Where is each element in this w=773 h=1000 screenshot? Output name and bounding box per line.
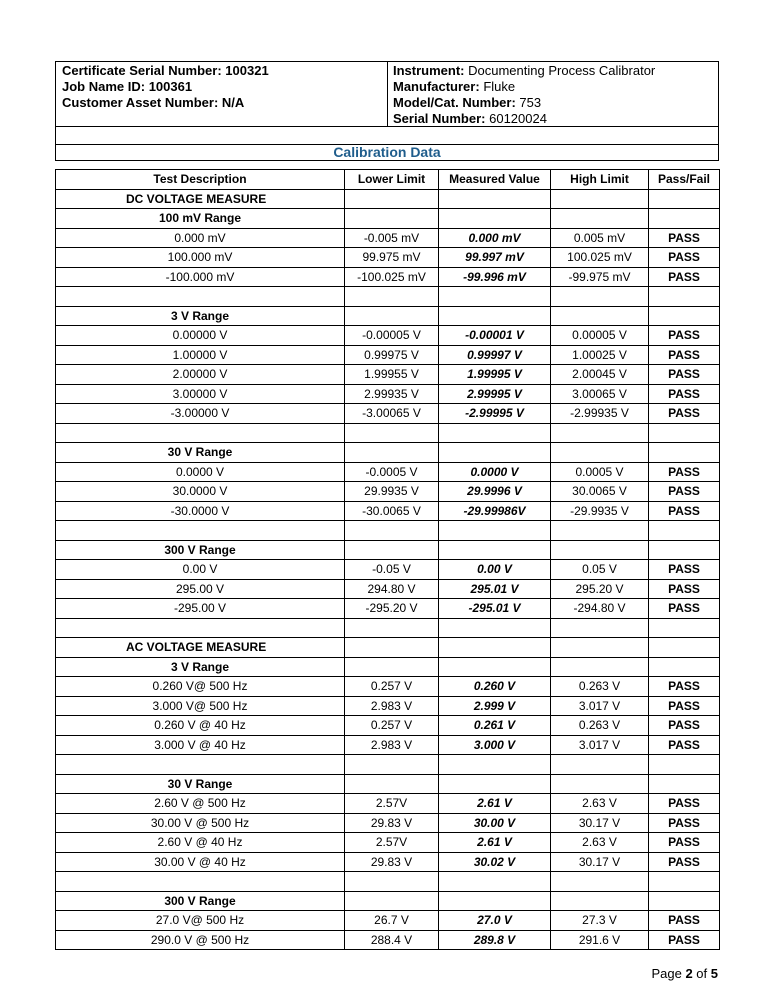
test-description-cell: 2.00000 V (56, 365, 345, 385)
empty-cell (551, 209, 649, 229)
table-row (56, 677, 720, 697)
empty-cell (439, 209, 551, 229)
lower-limit-cell: 99.975 mV (345, 248, 439, 268)
measured-value-cell: 0.99997 V (439, 345, 551, 365)
test-description-cell: 3.00000 V (56, 384, 345, 404)
empty-cell (439, 638, 551, 658)
measured-value-cell: -99.996 mV (439, 267, 551, 287)
empty-cell (56, 521, 345, 541)
empty-cell (56, 423, 345, 443)
pass-fail-cell: PASS (649, 384, 720, 404)
table-row (56, 267, 720, 287)
empty-cell (345, 306, 439, 326)
lower-limit-cell: 2.57V (345, 794, 439, 814)
lower-limit-cell: 0.257 V (345, 716, 439, 736)
range-row (56, 443, 720, 463)
test-description-cell: 1.00000 V (56, 345, 345, 365)
lower-limit-cell: 288.4 V (345, 930, 439, 950)
table-row (56, 599, 720, 619)
pass-fail-cell: PASS (649, 482, 720, 502)
lower-limit-cell: -0.0005 V (345, 462, 439, 482)
measured-value-cell: 2.61 V (439, 794, 551, 814)
high-limit-cell: 2.63 V (551, 794, 649, 814)
empty-cell (345, 618, 439, 638)
blank-row (56, 755, 720, 775)
section-row (56, 189, 720, 209)
column-header: High Limit (551, 170, 649, 190)
table-row (56, 930, 720, 950)
table-row (56, 228, 720, 248)
empty-cell (551, 657, 649, 677)
high-limit-cell: 0.00005 V (551, 326, 649, 346)
empty-cell (649, 443, 720, 463)
calibration-data-title: Calibration Data (333, 144, 441, 160)
lower-limit-cell: 1.99955 V (345, 365, 439, 385)
test-description-cell: -100.000 mV (56, 267, 345, 287)
range-label: 300 V Range (56, 891, 345, 911)
table-header-row (56, 170, 720, 190)
empty-cell (345, 209, 439, 229)
empty-cell (56, 755, 345, 775)
pass-fail-cell: PASS (649, 930, 720, 950)
empty-cell (345, 657, 439, 677)
lower-limit-cell: 0.99975 V (345, 345, 439, 365)
high-limit-cell: -99.975 mV (551, 267, 649, 287)
empty-cell (439, 891, 551, 911)
empty-cell (345, 443, 439, 463)
test-description-cell: 290.0 V @ 500 Hz (56, 930, 345, 950)
empty-cell (439, 755, 551, 775)
empty-cell (345, 872, 439, 892)
instrument-info (387, 62, 718, 126)
pass-fail-cell: PASS (649, 501, 720, 521)
high-limit-cell: 27.3 V (551, 911, 649, 931)
lower-limit-cell: 2.983 V (345, 696, 439, 716)
empty-cell (551, 872, 649, 892)
measured-value-cell: 0.261 V (439, 716, 551, 736)
high-limit-cell: 3.00065 V (551, 384, 649, 404)
test-description-cell: 0.260 V@ 500 Hz (56, 677, 345, 697)
test-description-cell: 2.60 V @ 500 Hz (56, 794, 345, 814)
empty-cell (649, 755, 720, 775)
test-description-cell: 295.00 V (56, 579, 345, 599)
pass-fail-cell: PASS (649, 248, 720, 268)
range-label: 3 V Range (56, 306, 345, 326)
empty-cell (439, 618, 551, 638)
blank-row (56, 287, 720, 307)
lower-limit-cell: 294.80 V (345, 579, 439, 599)
lower-limit-cell: 26.7 V (345, 911, 439, 931)
high-limit-cell: 3.017 V (551, 696, 649, 716)
range-row (56, 657, 720, 677)
high-limit-cell: 100.025 mV (551, 248, 649, 268)
table-row (56, 501, 720, 521)
empty-cell (345, 189, 439, 209)
empty-cell (649, 891, 720, 911)
pass-fail-cell: PASS (649, 911, 720, 931)
lower-limit-cell: 2.57V (345, 833, 439, 853)
measured-value-cell: -2.99995 V (439, 404, 551, 424)
test-description-cell: 3.000 V@ 500 Hz (56, 696, 345, 716)
high-limit-cell: 30.0065 V (551, 482, 649, 502)
table-row (56, 345, 720, 365)
table-row (56, 462, 720, 482)
empty-cell (345, 638, 439, 658)
lower-limit-cell: 29.83 V (345, 813, 439, 833)
test-description-cell: 30.00 V @ 40 Hz (56, 852, 345, 872)
table-row (56, 696, 720, 716)
measured-value-cell: 2.61 V (439, 833, 551, 853)
table-row (56, 326, 720, 346)
header-spacer (56, 126, 718, 145)
high-limit-cell: 30.17 V (551, 852, 649, 872)
lower-limit-cell: -100.025 mV (345, 267, 439, 287)
empty-cell (439, 189, 551, 209)
range-row (56, 540, 720, 560)
pass-fail-cell: PASS (649, 735, 720, 755)
section-label: DC VOLTAGE MEASURE (56, 189, 345, 209)
table-row (56, 248, 720, 268)
range-row (56, 209, 720, 229)
range-label: 30 V Range (56, 774, 345, 794)
high-limit-cell: 0.005 mV (551, 228, 649, 248)
table-row (56, 833, 720, 853)
measured-value-cell: 30.00 V (439, 813, 551, 833)
section-label: AC VOLTAGE MEASURE (56, 638, 345, 658)
table-row (56, 735, 720, 755)
job-name-line: Job Name ID: 100361 (62, 79, 193, 94)
range-row (56, 774, 720, 794)
empty-cell (439, 521, 551, 541)
test-description-cell: 100.000 mV (56, 248, 345, 268)
certificate-info (56, 62, 388, 126)
empty-cell (649, 287, 720, 307)
table-row (56, 384, 720, 404)
pass-fail-cell: PASS (649, 852, 720, 872)
test-description-cell: 2.60 V @ 40 Hz (56, 833, 345, 853)
high-limit-cell: -294.80 V (551, 599, 649, 619)
pass-fail-cell: PASS (649, 677, 720, 697)
test-description-cell: 0.000 mV (56, 228, 345, 248)
empty-cell (649, 521, 720, 541)
empty-cell (551, 423, 649, 443)
range-label: 3 V Range (56, 657, 345, 677)
test-description-cell: 30.00 V @ 500 Hz (56, 813, 345, 833)
test-description-cell: 0.00 V (56, 560, 345, 580)
pass-fail-cell: PASS (649, 794, 720, 814)
lower-limit-cell: -0.05 V (345, 560, 439, 580)
blank-row (56, 423, 720, 443)
empty-cell (649, 618, 720, 638)
measured-value-cell: 289.8 V (439, 930, 551, 950)
pass-fail-cell: PASS (649, 599, 720, 619)
lower-limit-cell: -295.20 V (345, 599, 439, 619)
empty-cell (439, 423, 551, 443)
measured-value-cell: 3.000 V (439, 735, 551, 755)
measured-value-cell: -29.99986V (439, 501, 551, 521)
empty-cell (551, 755, 649, 775)
test-description-cell: 27.0 V@ 500 Hz (56, 911, 345, 931)
column-header: Lower Limit (345, 170, 439, 190)
lower-limit-cell: 0.257 V (345, 677, 439, 697)
measured-value-cell: 29.9996 V (439, 482, 551, 502)
pass-fail-cell: PASS (649, 716, 720, 736)
high-limit-cell: 295.20 V (551, 579, 649, 599)
measured-value-cell: 99.997 mV (439, 248, 551, 268)
test-description-cell: -295.00 V (56, 599, 345, 619)
blank-row (56, 521, 720, 541)
pass-fail-cell: PASS (649, 365, 720, 385)
manufacturer-line: Manufacturer: Fluke (393, 79, 516, 94)
column-header: Measured Value (439, 170, 551, 190)
test-description-cell: 0.0000 V (56, 462, 345, 482)
table-row (56, 482, 720, 502)
blank-row (56, 872, 720, 892)
empty-cell (551, 638, 649, 658)
measured-value-cell: -295.01 V (439, 599, 551, 619)
measured-value-cell: 2.999 V (439, 696, 551, 716)
test-description-cell: -30.0000 V (56, 501, 345, 521)
high-limit-cell: 2.00045 V (551, 365, 649, 385)
high-limit-cell: -2.99935 V (551, 404, 649, 424)
test-description-cell: 0.00000 V (56, 326, 345, 346)
measured-value-cell: 295.01 V (439, 579, 551, 599)
test-description-cell: 3.000 V @ 40 Hz (56, 735, 345, 755)
test-description-cell: -3.00000 V (56, 404, 345, 424)
lower-limit-cell: -3.00065 V (345, 404, 439, 424)
measured-value-cell: 2.99995 V (439, 384, 551, 404)
empty-cell (551, 521, 649, 541)
measured-value-cell: 27.0 V (439, 911, 551, 931)
table-row (56, 911, 720, 931)
empty-cell (649, 540, 720, 560)
pass-fail-cell: PASS (649, 813, 720, 833)
table-row (56, 560, 720, 580)
empty-cell (649, 209, 720, 229)
empty-cell (649, 189, 720, 209)
high-limit-cell: 3.017 V (551, 735, 649, 755)
table-row (56, 852, 720, 872)
high-limit-cell: 291.6 V (551, 930, 649, 950)
lower-limit-cell: -30.0065 V (345, 501, 439, 521)
high-limit-cell: 2.63 V (551, 833, 649, 853)
empty-cell (345, 755, 439, 775)
high-limit-cell: -29.9935 V (551, 501, 649, 521)
empty-cell (551, 891, 649, 911)
empty-cell (56, 872, 345, 892)
empty-cell (649, 638, 720, 658)
pass-fail-cell: PASS (649, 326, 720, 346)
table-row (56, 716, 720, 736)
range-label: 30 V Range (56, 443, 345, 463)
measured-value-cell: 0.0000 V (439, 462, 551, 482)
empty-cell (439, 657, 551, 677)
empty-cell (551, 618, 649, 638)
measured-value-cell: 0.00 V (439, 560, 551, 580)
calibration-table-body (56, 189, 720, 950)
empty-cell (345, 287, 439, 307)
section-row (56, 638, 720, 658)
page-number: Page 2 of 5 (651, 966, 718, 981)
high-limit-cell: 30.17 V (551, 813, 649, 833)
calibration-table (55, 169, 720, 950)
pass-fail-cell: PASS (649, 833, 720, 853)
empty-cell (439, 774, 551, 794)
empty-cell (551, 540, 649, 560)
high-limit-cell: 0.263 V (551, 677, 649, 697)
customer-asset-line: Customer Asset Number: N/A (62, 95, 245, 110)
column-header: Test Description (56, 170, 345, 190)
pass-fail-cell: PASS (649, 579, 720, 599)
table-row (56, 579, 720, 599)
empty-cell (649, 657, 720, 677)
empty-cell (439, 872, 551, 892)
high-limit-cell: 1.00025 V (551, 345, 649, 365)
empty-cell (345, 774, 439, 794)
table-row (56, 404, 720, 424)
measured-value-cell: 1.99995 V (439, 365, 551, 385)
instrument-line: Instrument: Documenting Process Calibrator (393, 63, 656, 78)
empty-cell (345, 423, 439, 443)
lower-limit-cell: -0.005 mV (345, 228, 439, 248)
empty-cell (551, 443, 649, 463)
lower-limit-cell: 2.99935 V (345, 384, 439, 404)
model-line: Model/Cat. Number: 753 (393, 95, 542, 110)
range-label: 300 V Range (56, 540, 345, 560)
range-row (56, 891, 720, 911)
measured-value-cell: 0.000 mV (439, 228, 551, 248)
empty-cell (56, 618, 345, 638)
table-row (56, 365, 720, 385)
empty-cell (345, 891, 439, 911)
high-limit-cell: 0.0005 V (551, 462, 649, 482)
lower-limit-cell: 29.9935 V (345, 482, 439, 502)
pass-fail-cell: PASS (649, 228, 720, 248)
empty-cell (649, 306, 720, 326)
pass-fail-cell: PASS (649, 696, 720, 716)
empty-cell (439, 306, 551, 326)
empty-cell (56, 287, 345, 307)
empty-cell (551, 774, 649, 794)
range-row (56, 306, 720, 326)
certificate-serial-line: Certificate Serial Number: 100321 (62, 63, 269, 78)
blank-row (56, 618, 720, 638)
empty-cell (439, 540, 551, 560)
empty-cell (649, 423, 720, 443)
empty-cell (439, 287, 551, 307)
table-row (56, 794, 720, 814)
measured-value-cell: 0.260 V (439, 677, 551, 697)
empty-cell (649, 774, 720, 794)
lower-limit-cell: -0.00005 V (345, 326, 439, 346)
high-limit-cell: 0.05 V (551, 560, 649, 580)
test-description-cell: 30.0000 V (56, 482, 345, 502)
column-header: Pass/Fail (649, 170, 720, 190)
high-limit-cell: 0.263 V (551, 716, 649, 736)
table-row (56, 813, 720, 833)
empty-cell (439, 443, 551, 463)
measured-value-cell: -0.00001 V (439, 326, 551, 346)
measured-value-cell: 30.02 V (439, 852, 551, 872)
lower-limit-cell: 29.83 V (345, 852, 439, 872)
empty-cell (345, 540, 439, 560)
pass-fail-cell: PASS (649, 560, 720, 580)
test-description-cell: 0.260 V @ 40 Hz (56, 716, 345, 736)
lower-limit-cell: 2.983 V (345, 735, 439, 755)
empty-cell (551, 306, 649, 326)
pass-fail-cell: PASS (649, 345, 720, 365)
empty-cell (551, 189, 649, 209)
empty-cell (345, 521, 439, 541)
serial-number-line: Serial Number: 60120024 (393, 111, 547, 126)
range-label: 100 mV Range (56, 209, 345, 229)
empty-cell (551, 287, 649, 307)
empty-cell (649, 872, 720, 892)
pass-fail-cell: PASS (649, 267, 720, 287)
certificate-header (55, 61, 719, 161)
pass-fail-cell: PASS (649, 404, 720, 424)
pass-fail-cell: PASS (649, 462, 720, 482)
